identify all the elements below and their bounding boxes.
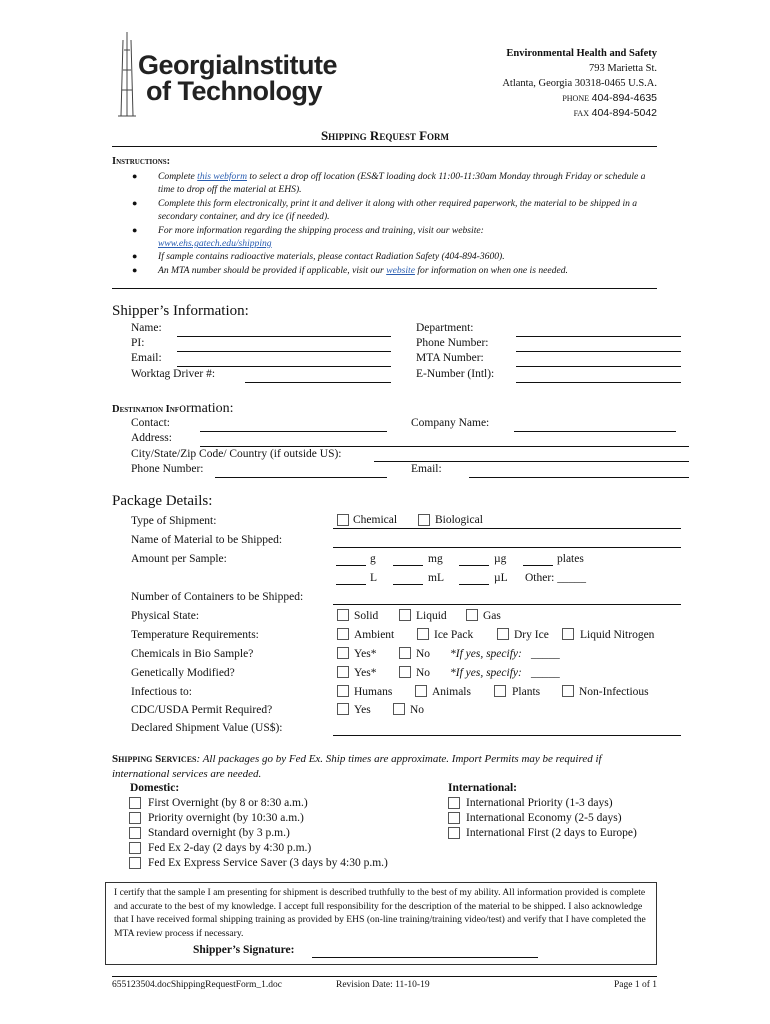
unit-mg: mg: [428, 553, 443, 565]
amount-l-field[interactable]: [336, 584, 366, 585]
mta-field[interactable]: [516, 366, 681, 367]
first-overnight-checkbox[interactable]: [129, 797, 141, 809]
containers-label: Number of Containers to be Shipped:: [131, 591, 304, 603]
services-note: : All packages go by Fed Ex. Ship times are approximate. Import Permits may be required if international services are needed.: [112, 753, 602, 780]
chem-label: Chemicals in Bio Sample?: [131, 648, 254, 660]
city-label: City/State/Zip Code/ Country (if outside US):: [131, 448, 342, 460]
phone-line: [502, 91, 657, 106]
dest-email-label: Email:: [411, 463, 442, 475]
ice-pack-checkbox[interactable]: [417, 628, 429, 640]
containers-field[interactable]: [333, 604, 681, 605]
certification-box: [105, 882, 657, 965]
amount-plates-field[interactable]: [523, 565, 553, 566]
gm-yes-label: Yes*: [354, 667, 377, 679]
list-item: ● Complete this form electronically, print it and deliver it along with other required paperwork, the material to be shipped in a secondary container, and dry ice (if needed).: [132, 197, 638, 223]
fax-label: FAX: [573, 109, 589, 118]
intl-economy-label: International Economy (2-5 days): [466, 812, 622, 824]
instr-text: For more information regarding the shipping process and training, visit our website:: [158, 224, 484, 236]
gm-specify-field[interactable]: _____: [531, 667, 560, 679]
package-heading: Package Details:: [112, 493, 213, 509]
ambient-checkbox[interactable]: [337, 628, 349, 640]
title-rule: [112, 146, 657, 147]
amount-label: Amount per Sample:: [131, 553, 227, 565]
chem-no-checkbox[interactable]: [399, 647, 411, 659]
address-field[interactable]: [200, 446, 689, 447]
dry-ice-label: Dry Ice: [514, 629, 549, 641]
gm-label: Genetically Modified?: [131, 667, 235, 679]
dest-phone-field[interactable]: [215, 477, 387, 478]
services-intro: [112, 752, 657, 782]
enumber-field[interactable]: [516, 382, 681, 383]
form-title: Shipping Request Form: [320, 128, 450, 143]
name-field[interactable]: [177, 336, 391, 337]
amount-ug-field[interactable]: [459, 565, 489, 566]
non-infectious-label: Non-Infectious: [579, 686, 649, 698]
logo-line-2: of Technology: [146, 76, 322, 106]
instr-text: An MTA number should be provided if applicable, visit our: [158, 264, 387, 276]
intl-economy-checkbox[interactable]: [448, 812, 460, 824]
express-saver-checkbox[interactable]: [129, 857, 141, 869]
ambient-label: Ambient: [354, 629, 395, 641]
list-item: ● Complete this webform to select a drop off location (ES&T loading dock 11:00-11:30am Monday through Friday or schedule a time to drop off the material at EHS).: [132, 171, 646, 196]
international-heading: International:: [448, 782, 517, 794]
logo-line-1: GeorgiaInstitute: [138, 50, 338, 80]
phone-number: 404-894-4635: [591, 92, 657, 104]
intl-first-label: International First (2 days to Europe): [466, 827, 637, 839]
instructions-rule: [112, 288, 657, 289]
amount-ml-field[interactable]: [393, 584, 423, 585]
dry-ice-checkbox[interactable]: [497, 628, 509, 640]
list-item: ● If sample contains radioactive materials, please contact Radiation Safety (404-894-3600).: [132, 251, 505, 263]
worktag-label: Worktag Driver #:: [131, 368, 216, 380]
email-label: Email:: [131, 352, 162, 364]
destination-heading-caps: Destination Inf: [112, 404, 180, 415]
instr-text: If sample contains radioactive materials, please contact Radiation Safety (404-894-3600).: [158, 251, 505, 263]
humans-label: Humans: [354, 686, 393, 698]
webform-link[interactable]: this webform: [197, 171, 248, 182]
intl-priority-checkbox[interactable]: [448, 797, 460, 809]
biological-label: Biological: [435, 514, 483, 526]
fedex-2day-checkbox[interactable]: [129, 842, 141, 854]
liquid-checkbox[interactable]: [399, 609, 411, 621]
liquid-label: Liquid: [416, 610, 447, 622]
phone-label: Phone Number:: [416, 337, 489, 349]
street: 793 Marietta St.: [589, 63, 657, 74]
address-label: Address:: [131, 432, 172, 444]
permit-no-checkbox[interactable]: [393, 703, 405, 715]
unit-g: g: [370, 553, 376, 565]
standard-overnight-checkbox[interactable]: [129, 827, 141, 839]
enumber-label: E-Number (Intl):: [416, 368, 495, 380]
unit-ul: µL: [494, 572, 508, 584]
chemical-checkbox[interactable]: [337, 514, 349, 526]
list-item: ● An MTA number should be provided if applicable, visit our website for information on when one is needed.: [132, 264, 568, 276]
chemical-label: Chemical: [353, 514, 398, 526]
dept-name: Environmental Health and Safety: [506, 48, 657, 59]
ice-pack-label: Ice Pack: [434, 629, 474, 641]
contact-label: Contact:: [131, 417, 170, 429]
standard-overnight-label: Standard overnight (by 3 p.m.): [148, 827, 290, 839]
animals-label: Animals: [432, 686, 471, 698]
dest-phone-label: Phone Number:: [131, 463, 204, 475]
footer-page: Page 1 of 1: [613, 980, 657, 990]
name-label: Name:: [131, 322, 162, 334]
physical-label: Physical State:: [131, 610, 200, 622]
plants-label: Plants: [512, 686, 541, 698]
amount-ul-field[interactable]: [459, 584, 489, 585]
instr-text: to select a drop off location (ES&T loading dock 11:00-11:30am Monday through Friday or schedule a time to drop off the material at EHS).: [158, 171, 646, 196]
value-label: Declared Shipment Value (US$):: [131, 722, 283, 734]
instr-text: for information on when one is needed.: [414, 264, 568, 276]
instr-text: Complete this form electronically, print it and deliver it along with other required paperwork, the material to be shipped in a secondary container, and dry ice (if needed).: [158, 197, 638, 223]
instructions-list: [128, 170, 658, 277]
permit-yes-label: Yes: [354, 704, 371, 716]
animals-checkbox[interactable]: [415, 685, 427, 697]
company-field[interactable]: [514, 431, 676, 432]
solid-checkbox[interactable]: [337, 609, 349, 621]
instr-text: Complete: [158, 171, 198, 182]
unit-plates: plates: [557, 553, 584, 565]
fax-number: 404-894-5042: [591, 107, 657, 119]
value-field[interactable]: [333, 735, 681, 736]
list-item: ● For more information regarding the shipping process and training, visit our website: www.ehs.gatech.edu/shipping: [132, 224, 484, 250]
city-state: Atlanta, Georgia 30318-0465 U.S.A.: [502, 78, 657, 89]
chem-yes-checkbox[interactable]: [337, 647, 349, 659]
non-infectious-checkbox[interactable]: [562, 685, 574, 697]
liquid-nitrogen-label: Liquid Nitrogen: [580, 629, 655, 641]
signature-label: Shipper’s Signature:: [193, 944, 295, 956]
pi-label: PI:: [131, 337, 145, 349]
type-underline: [333, 528, 681, 529]
unit-other[interactable]: Other: _____: [525, 572, 587, 584]
gas-checkbox[interactable]: [466, 609, 478, 621]
instructions-heading: Instructions:: [112, 156, 171, 167]
shipping-site-link[interactable]: www.ehs.gatech.edu/shipping: [158, 238, 272, 250]
fedex-2day-label: Fed Ex 2-day (2 days by 4:30 p.m.): [148, 842, 312, 854]
priority-overnight-label: Priority overnight (by 10:30 a.m.): [148, 812, 304, 824]
intl-priority-label: International Priority (1-3 days): [466, 797, 613, 809]
contact-field[interactable]: [200, 431, 387, 432]
type-label: Type of Shipment:: [131, 515, 217, 527]
email-field[interactable]: [177, 366, 391, 367]
unit-l: L: [370, 572, 378, 584]
chem-specify-label: *If yes, specify:: [450, 648, 522, 660]
shipper-heading: Shipper’s Information:: [112, 303, 249, 319]
liquid-nitrogen-checkbox[interactable]: [562, 628, 574, 640]
certification-text: I certify that the sample I am presenting for shipment is described truthfully to the best of my ability. All information provided is complete and accurate to the best of my knowledge. I accept full responsibility for the description of the material to be shipped. I also acknowledge that I have received formal shipping training as provided by EHS (on-line training/training video/test) and verify that I have completed the MTA review process if necessary.: [114, 887, 646, 939]
humans-checkbox[interactable]: [337, 685, 349, 697]
chem-specify-field[interactable]: _____: [531, 648, 560, 660]
unit-ug: µg: [494, 553, 507, 565]
temp-label: Temperature Requirements:: [131, 629, 259, 641]
footer-revision: Revision Date: 11-10-19: [336, 980, 430, 990]
domestic-heading: Domestic:: [130, 782, 180, 794]
priority-overnight-checkbox[interactable]: [129, 812, 141, 824]
phone-label: PHONE: [562, 94, 589, 103]
chem-yes-label: Yes*: [354, 648, 377, 660]
material-field[interactable]: [333, 547, 681, 548]
mta-label: MTA Number:: [416, 352, 484, 364]
infectious-label: Infectious to:: [131, 686, 192, 698]
gm-yes-checkbox[interactable]: [337, 666, 349, 678]
footer-file: 655123504.docShippingRequestForm_1.doc: [112, 980, 282, 990]
department-label: Department:: [416, 322, 474, 334]
department-field[interactable]: [516, 336, 681, 337]
website-link[interactable]: website: [386, 264, 415, 276]
amount-mg-field[interactable]: [393, 565, 423, 566]
company-label: Company Name:: [411, 417, 490, 429]
first-overnight-label: First Overnight (by 8 or 8:30 a.m.): [148, 797, 308, 809]
destination-heading: [112, 399, 234, 417]
permit-no-label: No: [410, 704, 425, 716]
destination-heading-rest: ormation:: [179, 401, 234, 416]
plants-checkbox[interactable]: [494, 685, 506, 697]
city-field[interactable]: [374, 461, 689, 462]
permit-yes-checkbox[interactable]: [337, 703, 349, 715]
gatech-logo: [112, 30, 392, 120]
signature-field[interactable]: [312, 957, 538, 958]
permit-label: CDC/USDA Permit Required?: [131, 704, 273, 716]
material-label: Name of Material to be Shipped:: [131, 534, 283, 546]
gm-specify-label: *If yes, specify:: [450, 667, 522, 679]
pi-field[interactable]: [177, 351, 391, 352]
gm-no-label: No: [416, 667, 431, 679]
solid-label: Solid: [354, 610, 379, 622]
worktag-field[interactable]: [245, 382, 391, 383]
gas-label: Gas: [483, 610, 501, 622]
biological-checkbox[interactable]: [418, 514, 430, 526]
intl-first-checkbox[interactable]: [448, 827, 460, 839]
fax-line: [502, 106, 657, 121]
amount-g-field[interactable]: [336, 565, 366, 566]
services-heading: Shipping Services: [112, 753, 197, 765]
footer-rule: [112, 976, 657, 977]
express-saver-label: Fed Ex Express Service Saver (3 days by 4:30 p.m.): [148, 857, 388, 869]
unit-ml: mL: [428, 572, 444, 584]
phone-field[interactable]: [516, 351, 681, 352]
dest-email-field[interactable]: [469, 477, 689, 478]
chem-no-label: No: [416, 648, 431, 660]
address-block: [502, 46, 657, 121]
gm-no-checkbox[interactable]: [399, 666, 411, 678]
